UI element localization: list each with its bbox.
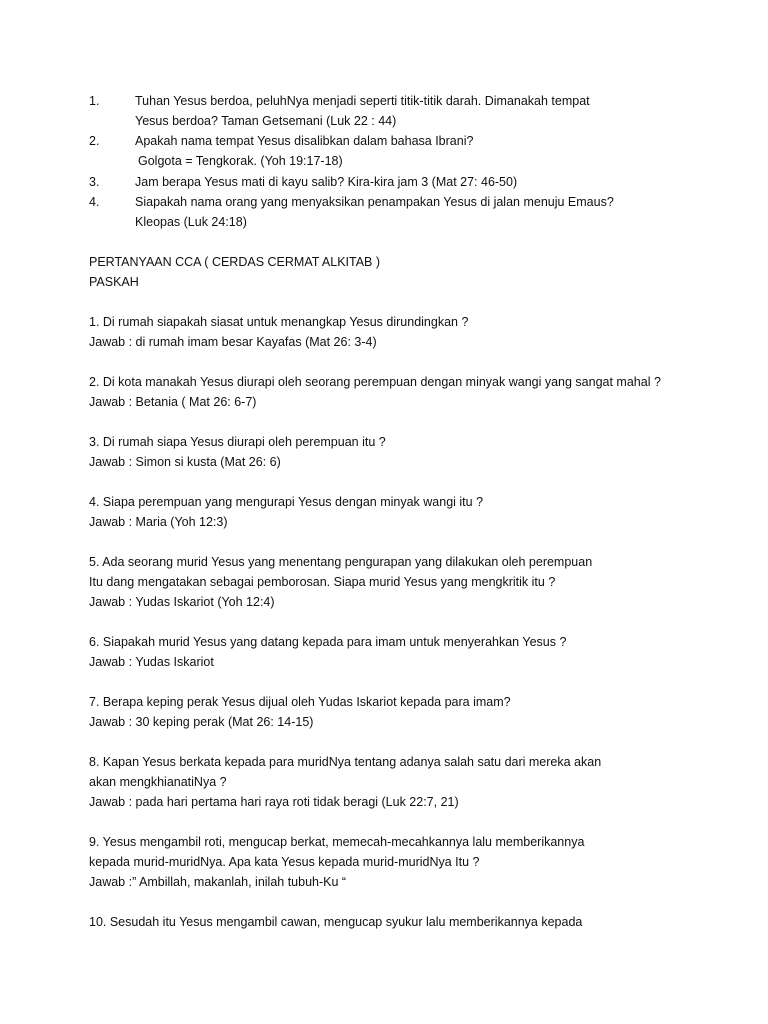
question-text: 4. Siapa perempuan yang mengurapi Yesus dengan minyak wangi itu ?: [89, 495, 484, 509]
answer-text: Jawab : Yudas Iskariot (Yoh 12:4): [89, 595, 275, 609]
list-text: Kleopas (Luk 24:18): [135, 215, 247, 229]
list-number: 2.: [89, 134, 100, 148]
question-text: 8. Kapan Yesus berkata kepada para muridNya tentang adanya salah satu dari mereka akan: [89, 755, 602, 769]
list-text: Siapakah nama orang yang menyaksikan penampakan Yesus di jalan menuju Emaus?: [135, 195, 614, 209]
question-text: 1. Di rumah siapakah siasat untuk menangkap Yesus dirundingkan ?: [89, 315, 469, 329]
list-text: Tuhan Yesus berdoa, peluhNya menjadi seperti titik-titik darah. Dimanakah tempat: [135, 94, 590, 108]
list-text: Apakah nama tempat Yesus disalibkan dalam bahasa Ibrani?: [135, 134, 474, 148]
question-text: Itu dang mengatakan sebagai pemborosan. Siapa murid Yesus yang mengkritik itu ?: [89, 575, 556, 589]
answer-text: Jawab : Yudas Iskariot: [89, 655, 214, 669]
question-text: 3. Di rumah siapa Yesus diurapi oleh perempuan itu ?: [89, 435, 386, 449]
document-subtitle: PASKAH: [89, 275, 139, 289]
question-text: 6. Siapakah murid Yesus yang datang kepada para imam untuk menyerahkan Yesus ?: [89, 635, 567, 649]
document-title: PERTANYAAN CCA ( CERDAS CERMAT ALKITAB ): [89, 255, 381, 269]
list-number: 3.: [89, 175, 100, 189]
question-text: 5. Ada seorang murid Yesus yang menentang pengurapan yang dilakukan oleh perempuan: [89, 555, 593, 569]
answer-text: Jawab :” Ambillah, makanlah, inilah tubuh-Ku “: [89, 875, 347, 889]
answer-text: Jawab : pada hari pertama hari raya roti tidak beragi (Luk 22:7, 21): [89, 795, 459, 809]
answer-text: Jawab : di rumah imam besar Kayafas (Mat 26: 3-4): [89, 335, 377, 349]
answer-text: Jawab : 30 keping perak (Mat 26: 14-15): [89, 715, 314, 729]
question-text: akan mengkhianatiNya ?: [89, 775, 227, 789]
list-text: Yesus berdoa? Taman Getsemani (Luk 22 : 44): [135, 114, 397, 128]
question-text: 10. Sesudah itu Yesus mengambil cawan, mengucap syukur lalu memberikannya kepada: [89, 915, 583, 929]
list-number: 1.: [89, 94, 100, 108]
list-text: Golgota = Tengkorak. (Yoh 19:17-18): [138, 154, 343, 168]
answer-text: Jawab : Maria (Yoh 12:3): [89, 515, 228, 529]
list-text: Jam berapa Yesus mati di kayu salib? Kira-kira jam 3 (Mat 27: 46-50): [135, 175, 518, 189]
question-text: 7. Berapa keping perak Yesus dijual oleh Yudas Iskariot kepada para imam?: [89, 695, 511, 709]
answer-text: Jawab : Betania ( Mat 26: 6-7): [89, 395, 257, 409]
answer-text: Jawab : Simon si kusta (Mat 26: 6): [89, 455, 281, 469]
question-text: 9. Yesus mengambil roti, mengucap berkat, memecah-mecahkannya lalu memberikannya: [89, 835, 585, 849]
question-text: kepada murid-muridNya. Apa kata Yesus kepada murid-muridNya Itu ?: [89, 855, 480, 869]
list-number: 4.: [89, 195, 100, 209]
question-text: 2. Di kota manakah Yesus diurapi oleh seorang perempuan dengan minyak wangi yang sangat mahal ?: [89, 375, 661, 389]
